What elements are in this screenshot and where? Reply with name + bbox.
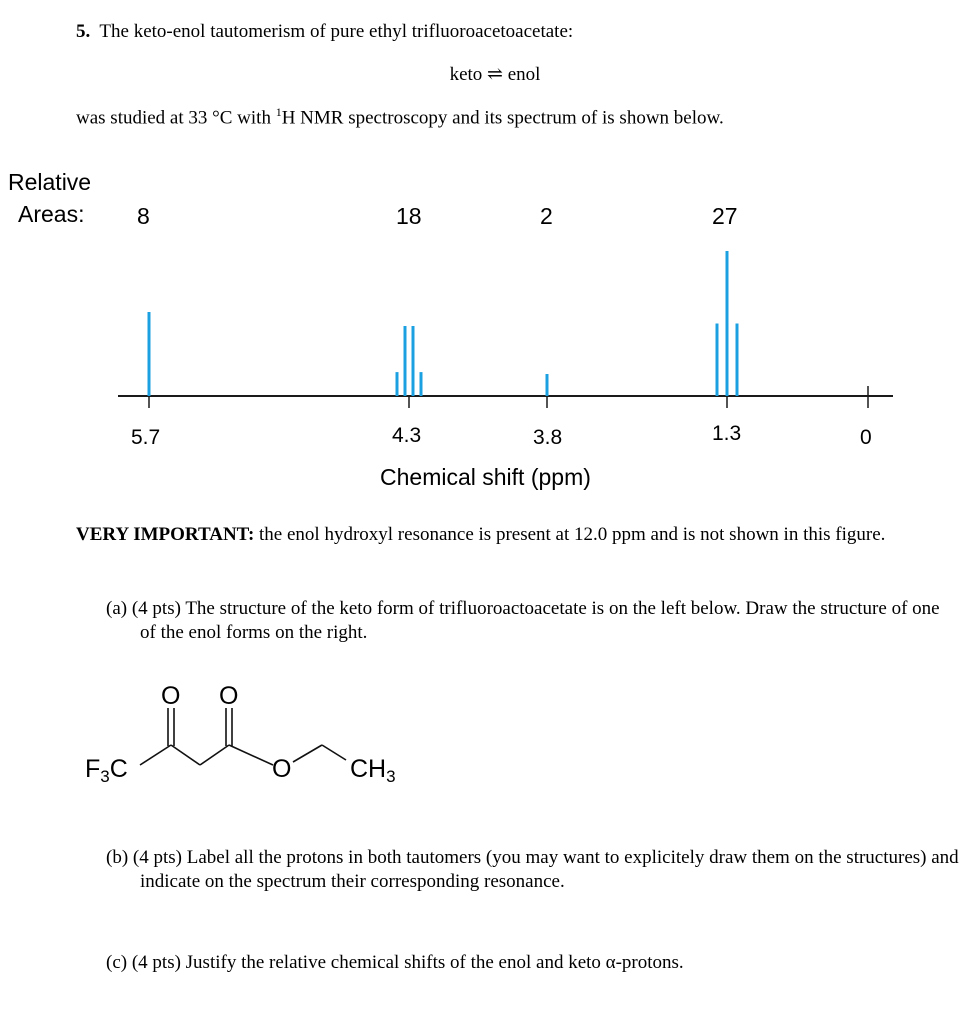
bond-ch2-ch3 xyxy=(322,745,346,760)
part-b-question: (b) (4 pts) Label all the protons in both tautomers (you may want to explicitely draw them on the structures) and indicate on the spectrum their corresponding resonance. xyxy=(106,847,959,892)
ch3-subscript: 3 xyxy=(386,767,396,786)
study-text-post: H NMR spectroscopy and its spectrum of is shown below. xyxy=(281,107,724,129)
area-value-5-7: 8 xyxy=(137,203,150,229)
important-text: the enol hydroxyl resonance is present at 12.0 ppm and is not shown in this figure. xyxy=(254,524,886,545)
f3c-f: F xyxy=(85,755,101,783)
equilibrium-text: keto ⇌ enol xyxy=(449,64,541,85)
area-value-1-3: 27 xyxy=(712,203,738,229)
important-label: VERY IMPORTANT: xyxy=(76,524,255,545)
part-c-question: (c) (4 pts) Justify the relative chemical shifts of the enol and keto α-protons. xyxy=(106,952,684,973)
relative-label-line2: Areas: xyxy=(18,201,85,227)
ch3-text: CH xyxy=(350,755,387,783)
tick-label-5-7: 5.7 xyxy=(131,426,161,449)
bond-c1-c2 xyxy=(171,745,200,765)
structure-bonds xyxy=(140,708,346,765)
tick-label-0: 0 xyxy=(860,426,872,449)
ester-carbonyl-oxygen: O xyxy=(219,682,239,710)
part-a-question: (a) (4 pts) The structure of the keto form of trifluoroactoacetate is on the left below. Draw the structure of one of the enol forms on the right. xyxy=(106,598,940,643)
area-value-3-8: 2 xyxy=(540,203,553,229)
tick-label-3-8: 3.8 xyxy=(533,426,563,449)
tick-label-4-3: 4.3 xyxy=(392,424,422,447)
question-prompt: The keto-enol tautomerism of pure ethyl trifluoroacetoacetate: xyxy=(99,21,574,42)
f3c-c: C xyxy=(109,755,128,783)
ester-oxygen: O xyxy=(272,755,292,783)
question-number: 5. xyxy=(76,21,91,42)
relative-label-line1: Relative xyxy=(8,169,92,195)
bond-c3-oester xyxy=(229,745,273,765)
x-axis-title: Chemical shift (ppm) xyxy=(380,464,591,490)
methyl-label xyxy=(350,755,396,786)
area-value-4-3: 18 xyxy=(396,203,422,229)
ketone-oxygen: O xyxy=(161,682,181,710)
trifluoromethyl-label xyxy=(85,755,128,786)
bond-cf3-c1 xyxy=(140,745,171,765)
bond-c2-c3 xyxy=(200,745,229,765)
tick-label-1-3: 1.3 xyxy=(712,422,742,445)
study-text-pre: was studied at 33 °C with xyxy=(76,107,276,129)
study-superscript: 1 xyxy=(275,105,282,119)
f3c-subscript: 3 xyxy=(100,767,110,786)
bond-oester-ch2 xyxy=(293,745,322,762)
